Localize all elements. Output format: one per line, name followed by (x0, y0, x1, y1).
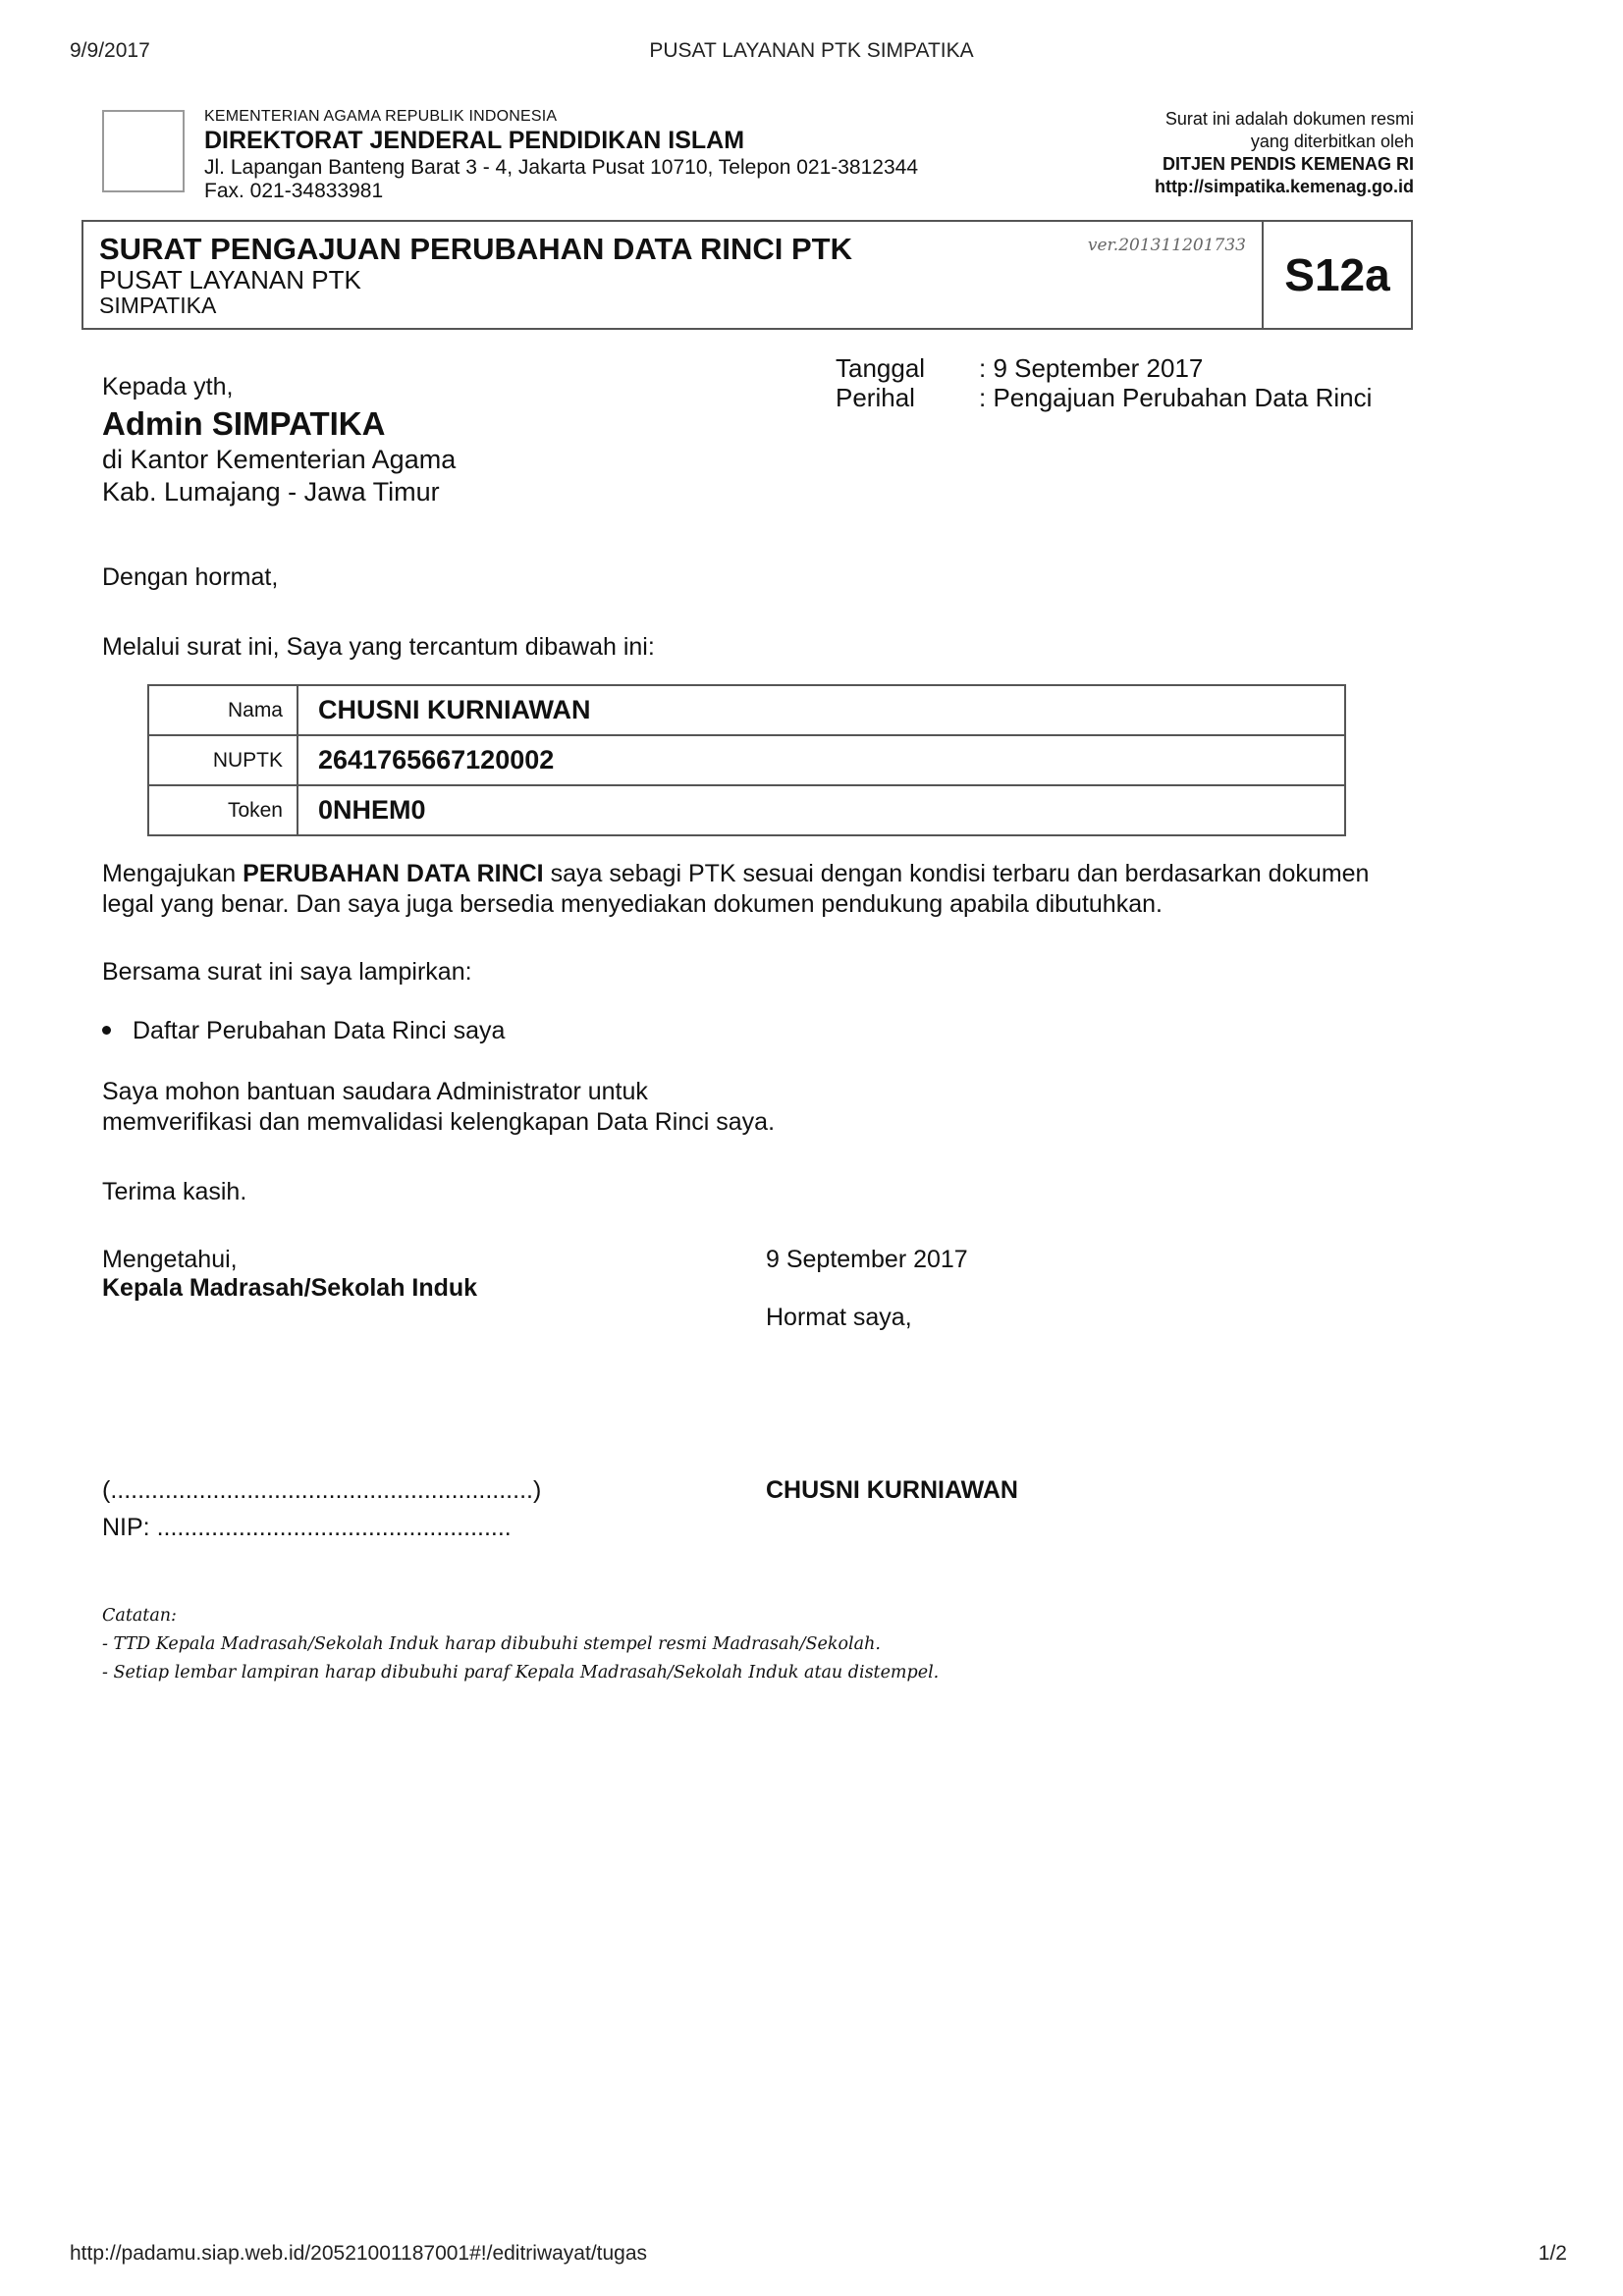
request-line-2: legal yang benar. Dan saya juga bersedia menyediakan dokumen pendukung apabila dibutuhkan. (102, 890, 1163, 918)
letter-system: SIMPATIKA (99, 293, 217, 318)
sign-left-title: Kepala Madrasah/Sekolah Induk (102, 1274, 478, 1302)
subject-label: Perihal (836, 383, 915, 412)
form-code: S12a (1262, 222, 1411, 328)
thanks-text: Terima kasih. (102, 1178, 247, 1205)
request-paragraph (102, 859, 1369, 920)
table-row (148, 785, 1345, 835)
recipient-name: Admin SIMPATIKA (102, 405, 386, 442)
issuer-line-1: Surat ini adalah dokumen resmi (1164, 109, 1414, 129)
letter-title: SURAT PENGAJUAN PERUBAHAN DATA RINCI PTK (99, 232, 852, 266)
recipient-salutation: Kepada yth, (102, 373, 234, 400)
identity-label: Token (148, 785, 298, 835)
issuer-url: http://simpatika.kemenag.go.id (1154, 177, 1414, 196)
greeting: Dengan hormat, (102, 563, 279, 591)
print-date: 9/9/2017 (70, 39, 150, 62)
recipient-office: di Kantor Kementerian Agama (102, 445, 457, 474)
attachment-label: Daftar Perubahan Data Rinci saya (133, 1017, 506, 1044)
issuer-line-2: yang diterbitkan oleh (1250, 132, 1414, 151)
date-label: Tanggal (836, 353, 926, 383)
directorate-name: DIREKTORAT JENDERAL PENDIDIKAN ISLAM (204, 127, 745, 154)
attach-intro: Bersama surat ini saya lampirkan: (102, 958, 472, 986)
table-row (148, 685, 1345, 735)
notes-heading: Catatan: (102, 1606, 177, 1626)
sign-left-nip: NIP: .................................................... (102, 1514, 512, 1541)
identity-value: 0NHEM0 (298, 785, 1345, 835)
institution-address: Jl. Lapangan Banteng Barat 3 - 4, Jakarta Pusat 10710, Telepon 021-3812344 (204, 156, 918, 179)
intro-text: Melalui surat ini, Saya yang tercantum dibawah ini: (102, 633, 655, 661)
note-item: - Setiap lembar lampiran harap dibubuhi paraf Kepala Madrasah/Sekolah Induk atau distempel. (102, 1663, 940, 1682)
letter-meta (836, 353, 1372, 412)
request-bold: PERUBAHAN DATA RINCI (243, 860, 544, 887)
print-page-title: PUSAT LAYANAN PTK SIMPATIKA (649, 39, 974, 62)
request-line-1 (102, 859, 1369, 889)
identity-label: NUPTK (148, 735, 298, 785)
sign-right-name: CHUSNI KURNIAWAN (766, 1476, 1018, 1504)
sign-right-date: 9 September 2017 (766, 1246, 968, 1273)
identity-table (147, 684, 1346, 836)
subject-value: : Pengajuan Perubahan Data Rinci (979, 383, 1373, 412)
request-post: saya sebagi PTK sesuai dengan kondisi terbaru dan berdasarkan dokumen (543, 860, 1370, 887)
identity-value: 2641765667120002 (298, 735, 1345, 785)
recipient-region: Kab. Lumajang - Jawa Timur (102, 477, 440, 507)
identity-label: Nama (148, 685, 298, 735)
institution-fax: Fax. 021-34833981 (204, 180, 384, 202)
ministry-name: KEMENTERIAN AGAMA REPUBLIK INDONESIA (204, 108, 558, 125)
letter-version: ver.201311201733 (1087, 236, 1246, 255)
request-pre: Mengajukan (102, 860, 243, 887)
letter-subtitle: PUSAT LAYANAN PTK (99, 265, 361, 294)
recipient-block (102, 373, 456, 507)
bullet-icon (102, 1026, 111, 1035)
letter-title-box (81, 220, 1413, 330)
sign-left-name-blank: (..............................................................) (102, 1476, 542, 1504)
date-value: : 9 September 2017 (979, 353, 1204, 383)
issuer-org: DITJEN PENDIS KEMENAG RI (1162, 154, 1414, 174)
notes-block (102, 1602, 939, 1687)
logo-placeholder (102, 110, 185, 192)
footer-url: http://padamu.siap.web.id/20521001187001#!/editriwayat/tugas (70, 2242, 648, 2265)
table-row (148, 735, 1345, 785)
note-item: - TTD Kepala Madrasah/Sekolah Induk harap dibubuhi stempel resmi Madrasah/Sekolah. (102, 1634, 881, 1654)
identity-value: CHUSNI KURNIAWAN (298, 685, 1345, 735)
sign-left-label: Mengetahui, (102, 1246, 238, 1273)
plea-line-2: memverifikasi dan memvalidasi kelengkapan Data Rinci saya. (102, 1108, 776, 1136)
issuer-block (1155, 108, 1414, 198)
footer-page-number: 1/2 (1538, 2242, 1567, 2265)
sign-right-closing: Hormat saya, (766, 1304, 912, 1331)
plea-paragraph (102, 1077, 775, 1138)
list-item (102, 1017, 505, 1045)
plea-line-1: Saya mohon bantuan saudara Administrator untuk (102, 1078, 648, 1105)
institution-block (204, 108, 918, 203)
